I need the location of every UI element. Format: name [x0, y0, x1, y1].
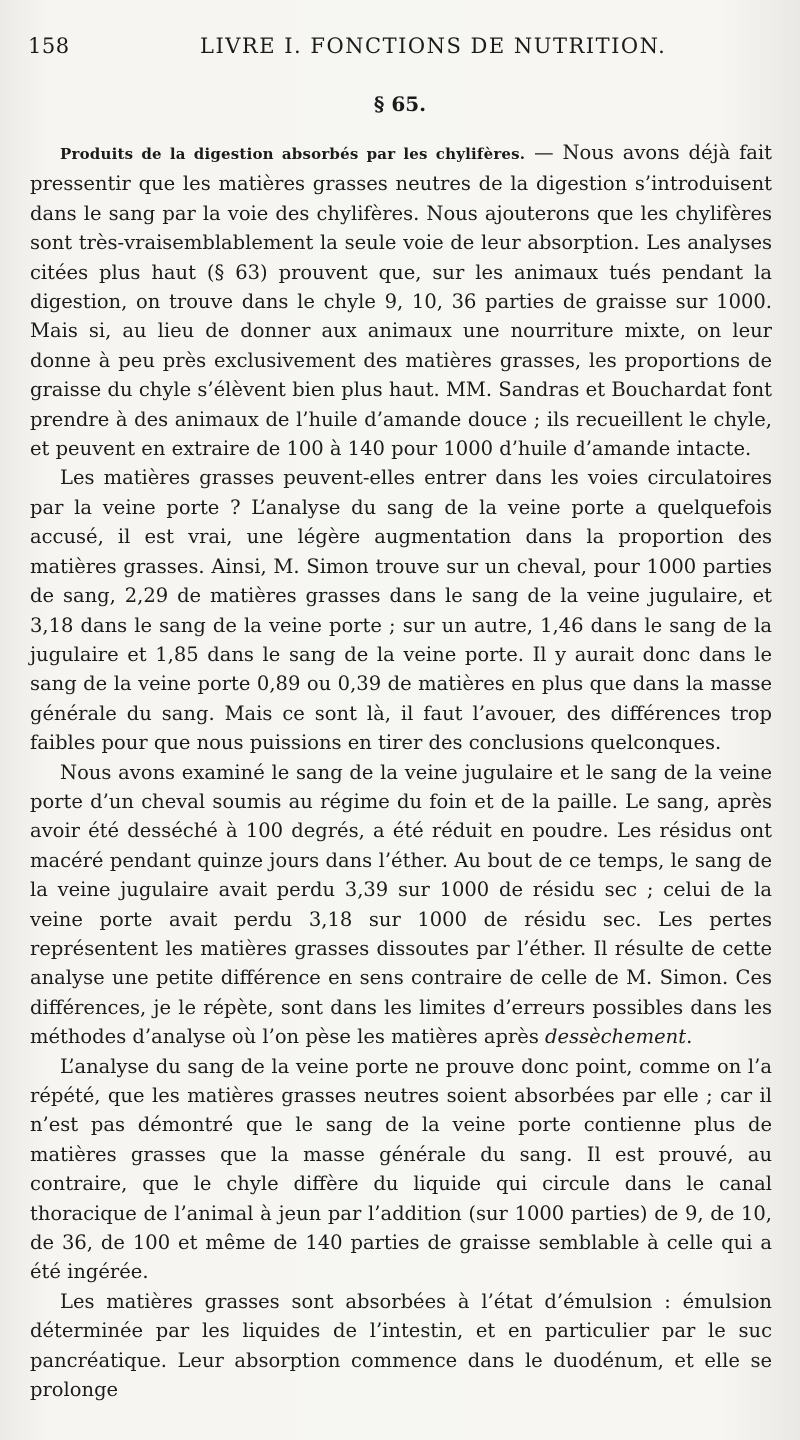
- paragraph-3: [30, 758, 772, 1052]
- paragraph-5: Les matières grasses sont absorbées à l’état d’émulsion : émulsion déterminée par les liquides de l’intestin, et en particulier par le suc pancréatique. Leur absorption commence dans le duodénum, et elle se prolonge: [30, 1289, 772, 1402]
- running-title: LIVRE I. FONCTIONS DE NUTRITION.: [200, 34, 667, 58]
- paragraph-3-end: .: [686, 1025, 693, 1049]
- section-number: § 65.: [373, 92, 427, 116]
- paragraph-1-text: — Nous avons déjà fait pressentir que les matières grasses neutres de la digestion s’introduisent dans le sang par la voie des chylifères. Nous ajouterons que les chylifères sont très-vraisemblablement la seule voie de leur absorption. Les analyses citées plus haut (§ 63) prouvent que, sur les animaux tués pendant la digestion, on trouve dans le chyle 9, 10, 36 parties de graisse sur 1000. Mais si, au lieu de donner aux animaux une nourriture mixte, on leur donne à peu près exclusivement des matières grasses, les proportions de graisse du chyle s’élèvent bien plus haut. MM. Sandras et Bouchardat font prendre à des animaux de l’huile d’amande douce ; ils recueillent le chyle, et peuvent en extraire de 100 à 140 pour 1000 d’huile d’amande intacte.: [30, 141, 772, 461]
- page-number: 158: [28, 34, 70, 58]
- paragraph-heading: Produits de la digestion absorbés par les chylifères.: [60, 145, 526, 163]
- paragraph-4: L’analyse du sang de la veine porte ne prouve donc point, comme on l’a répété, que les matières grasses neutres soient absorbées par elle ; car il n’est pas démontré que le sang de la veine porte contienne plus de matières grasses que la masse générale du sang. Il est prouvé, au contraire, que le chyle diffère du liquide qui circule dans le canal thoracique de l’animal à jeun par l’addition (sur 1000 parties) de 9, de 10, de 36, de 100 et même de 140 parties de graisse semblable à celle qui a été ingérée.: [30, 1054, 772, 1284]
- running-head: [28, 34, 768, 66]
- paragraph-3-italic: dessèchement: [545, 1025, 687, 1049]
- paragraph-3-text: Nous avons examiné le sang de la veine jugulaire et le sang de la veine porte d’un cheval soumis au régime du foin et de la paille. Le sang, après avoir été desséché à 100 degrés, a été réduit en poudre. Les résidus ont macéré pendant quinze jours dans l’éther. Au bout de ce temps, le sang de la veine jugulaire avait perdu 3,39 sur 1000 de résidu sec ; celui de la veine porte avait perdu 3,18 sur 1000 de résidu sec. Les pertes représentent les matières grasses dissoutes par l’éther. Il résulte de cette analyse une petite différence en sens contraire de celle de M. Simon. Ces différences, je le répète, sont dans les limites d’erreurs possibles dans les méthodes d’analyse où l’on pèse les matières après: [30, 760, 772, 1049]
- paragraph-2: Les matières grasses peuvent-elles entrer dans les voies circulatoires par la veine porte ? L’analyse du sang de la veine porte a quelquefois accusé, il est vrai, une légère augmentation dans la proportion des matières grasses. Ainsi, M. Simon trouve sur un cheval, pour 1000 parties de sang, 2,29 de matières grasses dans le sang de la veine jugulaire, et 3,18 dans le sang de la veine porte ; sur un autre, 1,46 dans le sang de la jugulaire et 1,85 dans le sang de la veine porte. Il y aurait donc dans le sang de la veine porte 0,89 ou 0,39 de matières en plus que dans la masse générale du sang. Mais ce sont là, il faut l’avouer, des différences trop faibles pour que nous puissions en tirer des conclusions quelconques.: [30, 466, 772, 755]
- paragraph-1: [30, 138, 772, 463]
- body-text: [30, 138, 772, 1404]
